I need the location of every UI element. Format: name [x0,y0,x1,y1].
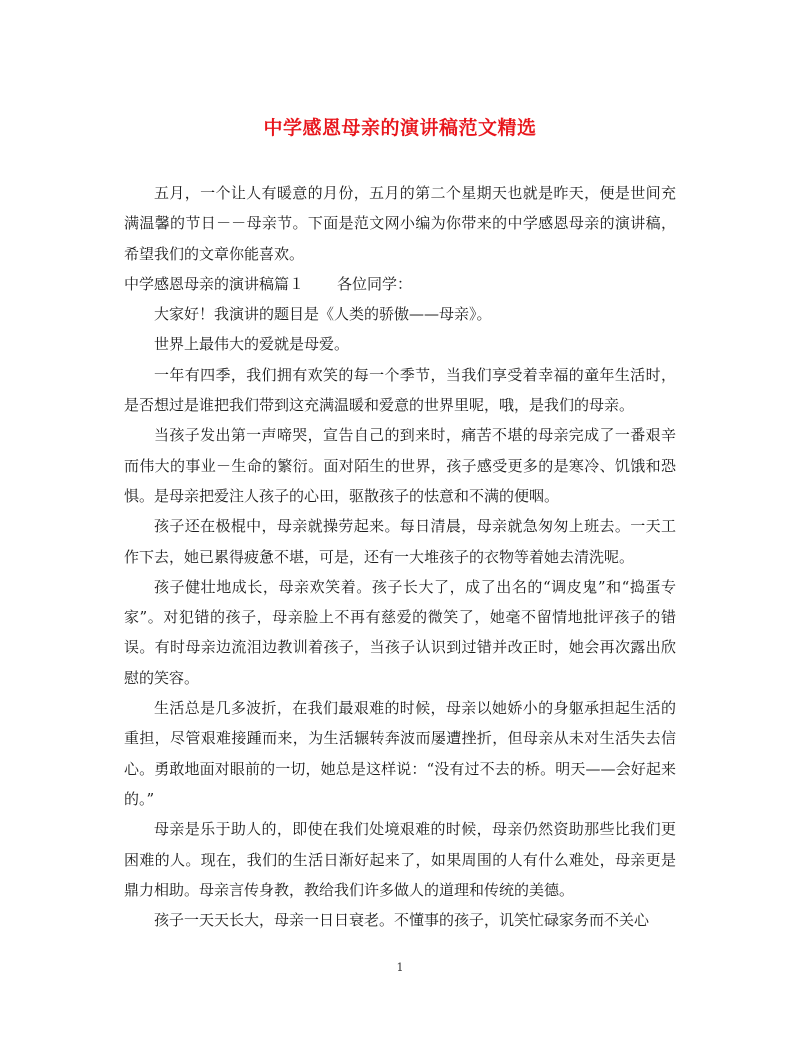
document-title: 中学感恩母亲的演讲稿范文精选 [263,117,537,139]
body-paragraph: 孩子一天天长大，母亲一日日衰老。不懂事的孩子，讥笑忙碌家务而不关心 [154,911,650,930]
body-paragraph: 孩子健壮地成长，母亲欢笑着。孩子长大了，成了出名的“调皮鬼”和“捣蛋专家”。对犯错的孩子，母亲脸上不再有慈爱的微笑了，她毫不留情地批评孩子的错误。有时母亲边流泪边教训着孩子，当孩子认识到过错并改正时，她会再次露出欣慰的笑容。 [124,577,676,687]
intro-paragraph: 五月，一个让人有暖意的月份，五月的第二个星期天也就是昨天，便是世间充满温馨的节日－－母亲节。下面是范文网小编为你带来的中学感恩母亲的演讲稿，希望我们的文章你能喜欢。 [124,184,676,263]
body-paragraph: 大家好！我演讲的题目是《人类的骄傲——母亲》。 [154,305,492,324]
section-heading-line [124,269,676,299]
body-paragraph: 生活总是几多波折，在我们最艰难的时候，母亲以她娇小的身躯承担起生活的重担，尽管艰难接踵而来，为生活辗转奔波而屡遭挫折，但母亲从未对生活失去信心。勇敢地面对眼前的一切，她总是这样说：“没有过不去的桥。明天——会好起来的。” [124,699,676,808]
body-paragraph: 母亲是乐于助人的，即使在我们处境艰难的时候，母亲仍然资助那些比我们更困难的人。现在，我们的生活日渐好起来了，如果周围的人有什么难处，母亲更是鼎力相助。母亲言传身教，教给我们许多做人的道理和传统的美德。 [124,820,676,899]
body-paragraph: 世界上最伟大的爱就是母爱。 [154,335,350,354]
section-heading: 中学感恩母亲的演讲稿篇１ [124,274,305,293]
body-paragraph: 孩子还在极棍中，母亲就操劳起来。每日清晨，母亲就急匆匆上班去。一天工作下去，她已累得疲惫不堪，可是，还有一大堆孩子的衣物等着她去清洗呢。 [124,517,676,566]
greeting: 各位同学： [337,274,413,293]
body-paragraph: 当孩子发出第一声啼哭，宣告自己的到来时，痛苦不堪的母亲完成了一番艰辛而伟大的事业－生命的繁衍。面对陌生的世界，孩子感受更多的是寒冷、饥饿和恐惧。是母亲把爱注人孩子的心田，驱散孩子的怯意和不满的便咽。 [124,426,676,505]
page-number: 1 [396,961,404,974]
body-paragraph: 一年有四季，我们拥有欢笑的每一个季节，当我们享受着幸福的童年生活时，是否想过是谁把我们带到这充满温暖和爱意的世界里呢，哦，是我们的母亲。 [124,365,676,415]
document-body [124,178,676,935]
